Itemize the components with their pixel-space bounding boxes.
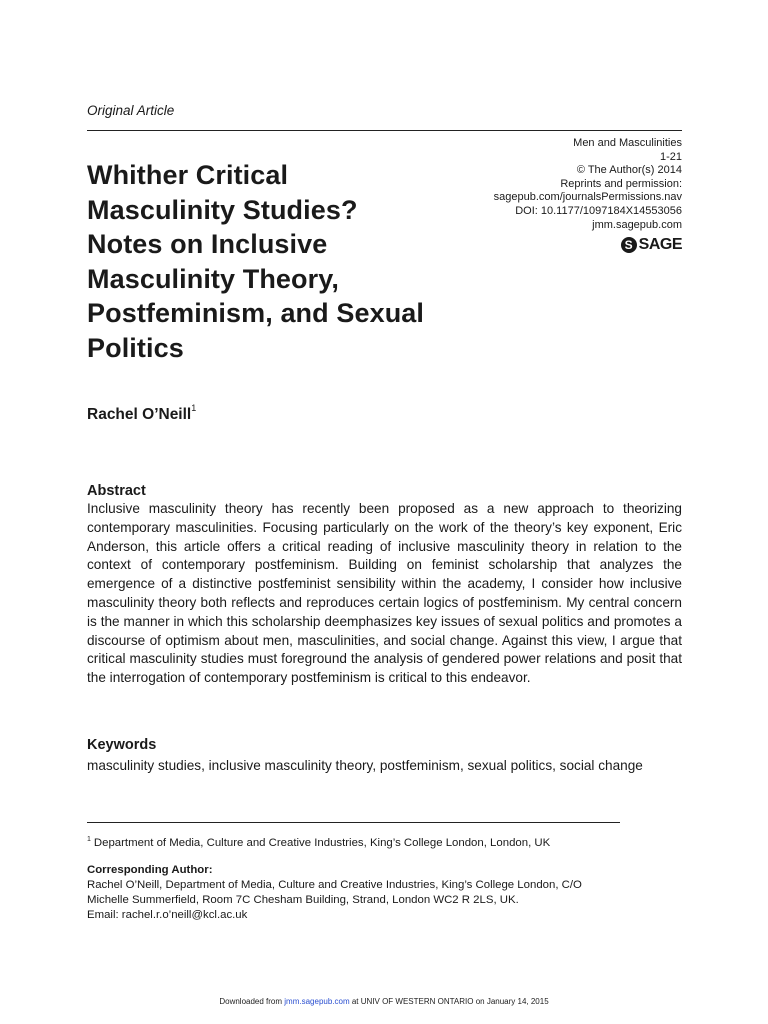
title-line: Politics bbox=[87, 332, 184, 363]
author-name bbox=[87, 403, 196, 424]
abstract-text: Inclusive masculinity theory has recently been proposed as a new approach to theorizing contemporary masculinities. Focusing particularly on the work of the theory’s key exponent, Eric Anderson, this article offers a critical reading of inclusive masculinity theory in relation to the context of contemporary postfeminism. Building on feminist scholarship that analyzes the emergence of a distinctive postfeminist sensibility within the academy, I consider how inclusive masculinity theory both reflects and reproduces certain logics of postfeminism. My central concern is the manner in which this scholarship deemphasizes key issues of sexual politics and promotes a discourse of optimism about men, masculinities, and social change. Against this view, I argue that critical masculinity studies must foreground the analysis of gendered power relations and posit that the interrogation of contemporary postfeminism is critical to this endeavor. bbox=[87, 501, 682, 686]
download-notice bbox=[0, 997, 768, 1006]
corresponding-email[interactable]: Email: rachel.r.o’neill@kcl.ac.uk bbox=[87, 909, 248, 921]
corresponding-line: Michelle Summerfield, Room 7C Chesham Building, Strand, London WC2 R 2LS, UK. bbox=[87, 894, 519, 906]
page-range: 1-21 bbox=[659, 150, 682, 163]
permissions-url[interactable]: sagepub.com/journalsPermissions.nav bbox=[493, 191, 682, 204]
header-rule bbox=[87, 130, 682, 131]
keywords-text: masculinity studies, inclusive masculinity theory, postfeminism, sexual politics, social change bbox=[87, 758, 643, 773]
author-name-text: Rachel O’Neill bbox=[87, 406, 192, 423]
title-line: Postfeminism, and Sexual bbox=[87, 298, 424, 328]
download-prefix: Downloaded from bbox=[219, 997, 285, 1006]
reprints-label: Reprints and permission: bbox=[560, 177, 682, 190]
article-type-label: Original Article bbox=[87, 103, 175, 118]
download-link[interactable]: jmm.sagepub.com bbox=[284, 997, 350, 1006]
copyright-notice: © The Author(s) 2014 bbox=[576, 164, 682, 177]
corresponding-author-details bbox=[87, 878, 682, 923]
author-affiliation-mark: 1 bbox=[191, 403, 197, 413]
keywords-heading: Keywords bbox=[87, 737, 157, 753]
title-line: Masculinity Studies? bbox=[87, 194, 358, 225]
journal-meta bbox=[382, 137, 682, 232]
journal-site[interactable]: jmm.sagepub.com bbox=[592, 218, 682, 231]
sage-wordmark: SAGE bbox=[638, 236, 682, 253]
corresponding-line: Rachel O’Neill, Department of Media, Culture and Creative Industries, King’s College London, C/O bbox=[87, 879, 582, 891]
title-line: Masculinity Theory, bbox=[87, 263, 339, 294]
footnote-rule bbox=[87, 822, 620, 823]
journal-name: Men and Masculinities bbox=[573, 137, 682, 149]
download-suffix: at UNIV OF WESTERN ONTARIO on January 14, 2015 bbox=[349, 997, 549, 1006]
title-line: Whither Critical bbox=[87, 160, 289, 190]
sage-mark-icon: S bbox=[621, 237, 637, 253]
title-line: Notes on Inclusive bbox=[87, 229, 328, 259]
doi[interactable]: DOI: 10.1177/1097184X14553056 bbox=[515, 204, 682, 217]
footnote-mark: 1 bbox=[87, 836, 91, 843]
abstract-heading: Abstract bbox=[87, 483, 146, 499]
corresponding-author-heading: Corresponding Author: bbox=[87, 864, 213, 876]
affiliation-footnote bbox=[87, 833, 550, 850]
affiliation-text: Department of Media, Culture and Creative Industries, King’s College London, London, UK bbox=[93, 837, 551, 849]
sage-logo bbox=[621, 236, 682, 254]
